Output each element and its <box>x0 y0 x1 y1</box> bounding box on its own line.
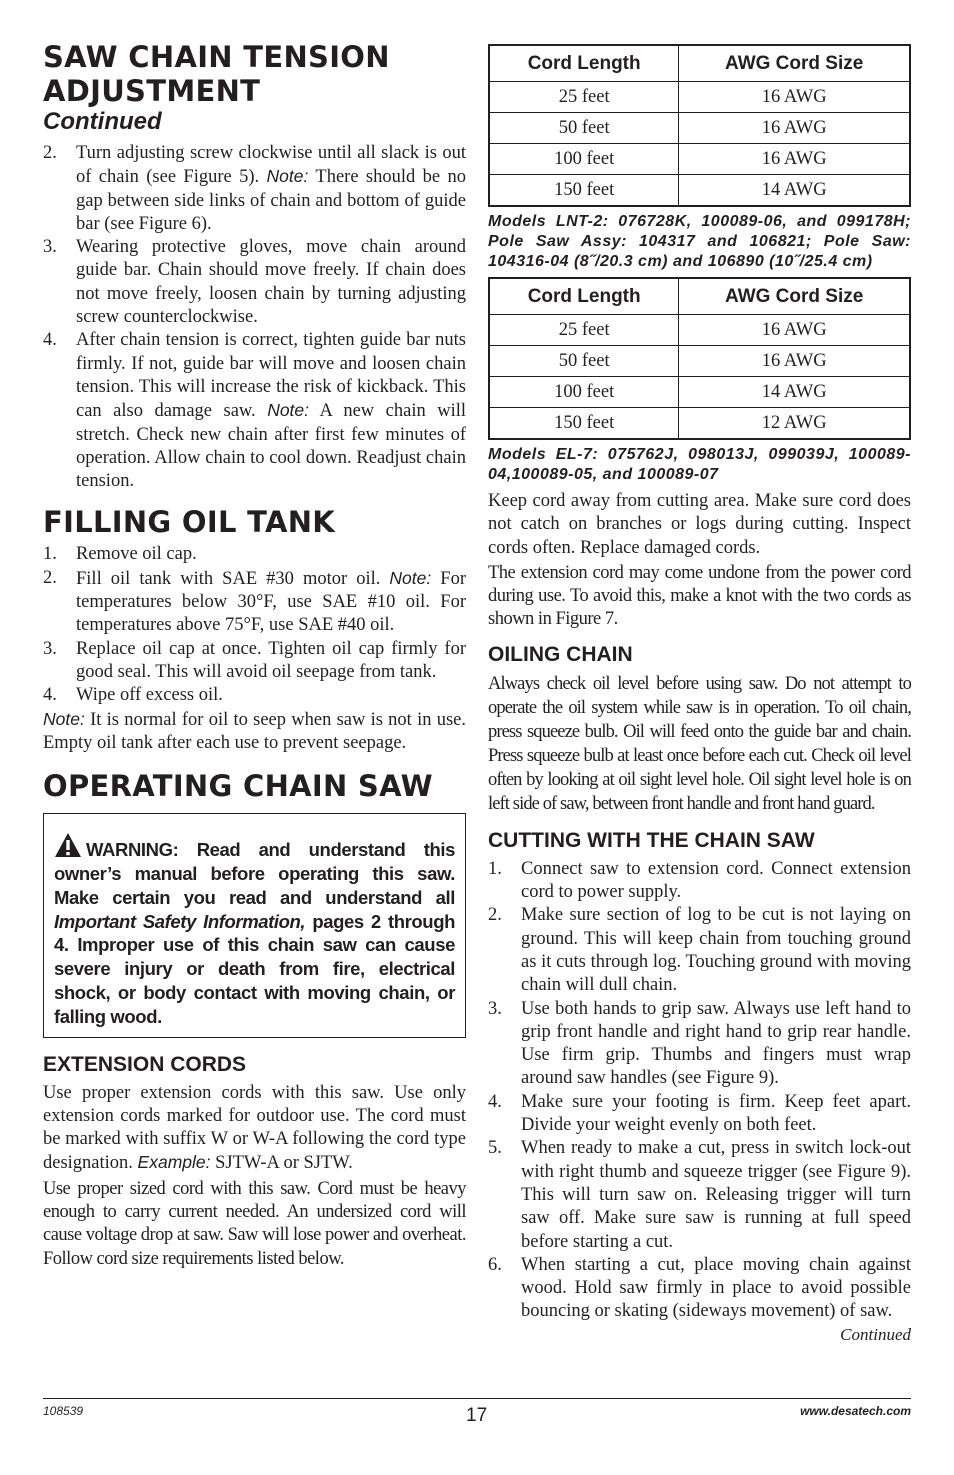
oiling-chain-heading: OILING CHAIN <box>488 642 633 666</box>
cell-cord-length: 100 feet <box>489 377 679 408</box>
cell-cord-length: 150 feet <box>489 408 679 440</box>
cell-cord-length: 50 feet <box>489 113 679 144</box>
cell-awg-size: 12 AWG <box>679 408 910 440</box>
list-item <box>43 567 466 638</box>
table-row <box>489 82 910 113</box>
list-item <box>43 543 466 566</box>
warning-text-italic: Important Safety Information, <box>54 910 306 932</box>
list-item-text: Wipe off excess oil. <box>76 685 223 706</box>
list-item-number: 5. <box>488 1138 502 1159</box>
list-item-number: 3. <box>43 638 57 659</box>
note-label: Note: <box>267 400 310 421</box>
cell-awg-size: 16 AWG <box>679 315 910 346</box>
list-item-number: 4. <box>488 1091 502 1112</box>
extension-cords-paragraph-2: Use proper sized cord with this saw. Cord must be heavy enough to carry current needed. An undersized cord will cause voltage drop at saw. Saw will lose power and overheat. Follow cord size requirements listed below. <box>43 1178 466 1269</box>
page-number: 17 <box>466 1405 488 1426</box>
table-row <box>489 377 910 408</box>
list-item-text-continued: There should be no gap between side links of chain and bottom of guide bar (see Figure 6). <box>76 167 467 234</box>
cord-table-2-header <box>489 278 910 315</box>
table-row <box>489 175 910 207</box>
section-title-oil: FILLING OIL TANK <box>43 505 336 540</box>
cell-cord-length: 100 feet <box>489 144 679 175</box>
note-label: Note: <box>266 166 309 187</box>
right-column <box>488 44 911 1345</box>
list-item-text: Connect saw to extension cord. Connect extension cord to power supply. <box>521 858 911 903</box>
title-line-2: ADJUSTMENT <box>43 74 261 108</box>
list-item <box>43 638 466 685</box>
section-title-tension <box>43 40 466 108</box>
title-line-1: SAW CHAIN TENSION <box>43 40 390 74</box>
cord-undone-paragraph: The extension cord may come undone from the power cord during use. To avoid this, make a knot with the two cords as shown in Figure 7. <box>488 562 911 630</box>
list-item <box>488 1254 911 1324</box>
list-item-number: 1. <box>488 858 502 879</box>
list-item <box>488 904 911 997</box>
continued-footer-note: Continued <box>840 1324 911 1344</box>
table-2-caption: Models EL-7: 075762J, 098013J, 099039J, 100089-04,100089-05, and 100089-07 <box>488 446 911 483</box>
list-item-text-continued: For temperatures below 30°F, use SAE #10 oil. For temperatures above 75°F, use SAE #40 oil. <box>76 568 466 636</box>
cell-awg-size: 14 AWG <box>679 377 910 408</box>
list-item-text: Wearing protective gloves, move chain around guide bar. Chain should move freely. If chain does not move freely, loosen chain by turning adjusting screw counterclockwise. <box>76 237 466 328</box>
cutting-heading: CUTTING WITH THE CHAIN SAW <box>488 828 815 852</box>
left-column <box>43 40 466 1271</box>
cell-awg-size: 16 AWG <box>679 144 910 175</box>
ext-p1-example-label: Example: <box>137 1152 211 1173</box>
list-item <box>488 858 911 905</box>
oil-note-label: Note: <box>43 708 85 729</box>
oil-steps-list <box>43 543 466 707</box>
list-item <box>43 142 466 236</box>
column-header-cord-length: Cord Length <box>489 278 679 315</box>
list-item-number: 4. <box>43 330 57 351</box>
oiling-chain-paragraph: Always check oil level before using saw. Do not attempt to operate the oil system while saw is in operation. To oil chain, press squeeze bulb. Oil will feed onto the guide bar and chain. Press squeeze bulb at least once before each cut. Check oil level often by looking at oil sight level hole. Oil sight level hole is on left side of saw, between front handle and front hand guard. <box>488 673 911 814</box>
cord-table-1-header <box>489 45 910 82</box>
cell-cord-length: 25 feet <box>489 315 679 346</box>
table-1-caption: Models LNT-2: 076728K, 100089-06, and 099178H; Pole Saw Assy: 104317 and 106821; Pole Saw: 104316-04 (8˝/20.3 cm) and 106890 (10˝/25.4 cm) <box>488 213 911 270</box>
list-item-number: 2. <box>488 905 502 926</box>
website-url: www.desatech.com <box>800 1404 911 1418</box>
column-header-awg-size: AWG Cord Size <box>679 45 910 82</box>
list-item <box>488 998 911 1091</box>
cell-cord-length: 50 feet <box>489 346 679 377</box>
table-row <box>489 113 910 144</box>
list-item-text: Fill oil tank with SAE #30 motor oil. <box>76 568 390 589</box>
cell-cord-length: 25 feet <box>489 82 679 113</box>
list-item <box>43 329 466 493</box>
list-item-text: Make sure your footing is firm. Keep feet apart. Divide your weight evenly on both feet. <box>521 1091 911 1136</box>
table-row <box>489 408 910 440</box>
table-row <box>489 315 910 346</box>
tension-steps-list <box>43 142 466 493</box>
column-header-awg-size: AWG Cord Size <box>679 278 910 315</box>
list-item-text: Make sure section of log to be cut is not laying on ground. This will keep chain from touching ground as it cuts through log. Touching ground with moving chain will dull chain. <box>521 905 911 996</box>
cell-awg-size: 14 AWG <box>679 175 910 207</box>
cell-awg-size: 16 AWG <box>679 346 910 377</box>
cell-awg-size: 16 AWG <box>679 113 910 144</box>
list-item-number: 6. <box>488 1254 502 1275</box>
list-item-text-continued: A new chain will stretch. Check new chain after first few minutes of operation. Allow chain to cool down. Readjust chain tension. <box>76 401 466 492</box>
continued-subtitle: Continued <box>43 108 162 135</box>
list-item-number: 1. <box>43 544 57 565</box>
list-item-text: Use both hands to grip saw. Always use left hand to grip front handle and right hand to grip rear handle. Use firm grip. Thumbs and fingers must wrap around saw handles (see Figure 9). <box>521 998 911 1089</box>
column-header-cord-length: Cord Length <box>489 45 679 82</box>
warning-text-main: WARNING: Read and understand this owner’s manual before operating this saw. Make certain you read and understand all <box>54 839 455 908</box>
list-item <box>488 1091 911 1138</box>
cell-cord-length: 150 feet <box>489 175 679 207</box>
warning-text-end: pages 2 through 4. Improper use of this chain saw can cause severe injury or death from fire, electrical shock, or body contact with moving chain, or falling wood. <box>54 910 456 1027</box>
extension-cords-heading: EXTENSION CORDS <box>43 1052 247 1076</box>
cutting-steps-list <box>488 858 911 1324</box>
note-label: Note: <box>389 567 432 588</box>
document-number: 108539 <box>43 1404 84 1418</box>
warning-box <box>43 813 466 1037</box>
table-row <box>489 346 910 377</box>
list-item-text: After chain tension is correct, tighten guide bar nuts firmly. If not, guide bar will move and loosen chain tension. This will increase the risk of kickback. This can also damage saw. <box>76 330 466 422</box>
ext-p1-end: SJTW-A or SJTW. <box>210 1153 353 1174</box>
section-title-operating: OPERATING CHAIN SAW <box>43 769 433 804</box>
cord-table-1 <box>488 44 911 207</box>
cell-awg-size: 16 AWG <box>679 82 910 113</box>
keep-cord-paragraph: Keep cord away from cutting area. Make sure cord does not catch on branches or logs during cutting. Inspect cords often. Replace damaged cords. <box>488 491 911 558</box>
cord-table-2 <box>488 277 911 440</box>
list-item-number: 4. <box>43 685 57 706</box>
list-item-text: Replace oil cap at once. Tighten oil cap firmly for good seal. This will avoid oil seepage from tank. <box>76 638 466 682</box>
list-item <box>488 1137 911 1253</box>
table-row <box>489 144 910 175</box>
extension-cords-paragraph-1 <box>43 1082 466 1176</box>
list-item-text: When ready to make a cut, press in switch lock-out with right thumb and squeeze trigger (see Figure 9). This will turn saw on. Releasing trigger will turn saw off. Make sure saw is running at full speed before starting a cut. <box>521 1138 911 1252</box>
list-item-number: 2. <box>43 143 57 163</box>
list-item-text: Remove oil cap. <box>76 544 197 565</box>
list-item <box>43 684 466 707</box>
list-item-number: 2. <box>43 567 57 588</box>
list-item-text: When starting a cut, place moving chain against wood. Hold saw firmly in place to avoid possible bouncing or skating (sideways movement) of saw. <box>521 1254 911 1322</box>
oil-note-text: It is normal for oil to seep when saw is not in use. Empty oil tank after each use to prevent seepage. <box>43 709 466 753</box>
footer-divider <box>43 1398 911 1399</box>
list-item <box>43 236 466 329</box>
list-item-number: 3. <box>488 998 502 1019</box>
list-item-text: Turn adjusting screw clockwise until all slack is out of chain (see Figure 5). <box>76 143 466 188</box>
list-item-number: 3. <box>43 237 57 258</box>
warning-triangle-icon <box>54 832 82 858</box>
warning-text <box>54 832 455 1028</box>
ext-p1-text: Use proper extension cords with this saw. Use only extension cords marked for outdoor use. The cord must be marked with suffix W or W-A following the cord type designation. <box>43 1082 466 1174</box>
oil-note <box>43 708 466 756</box>
